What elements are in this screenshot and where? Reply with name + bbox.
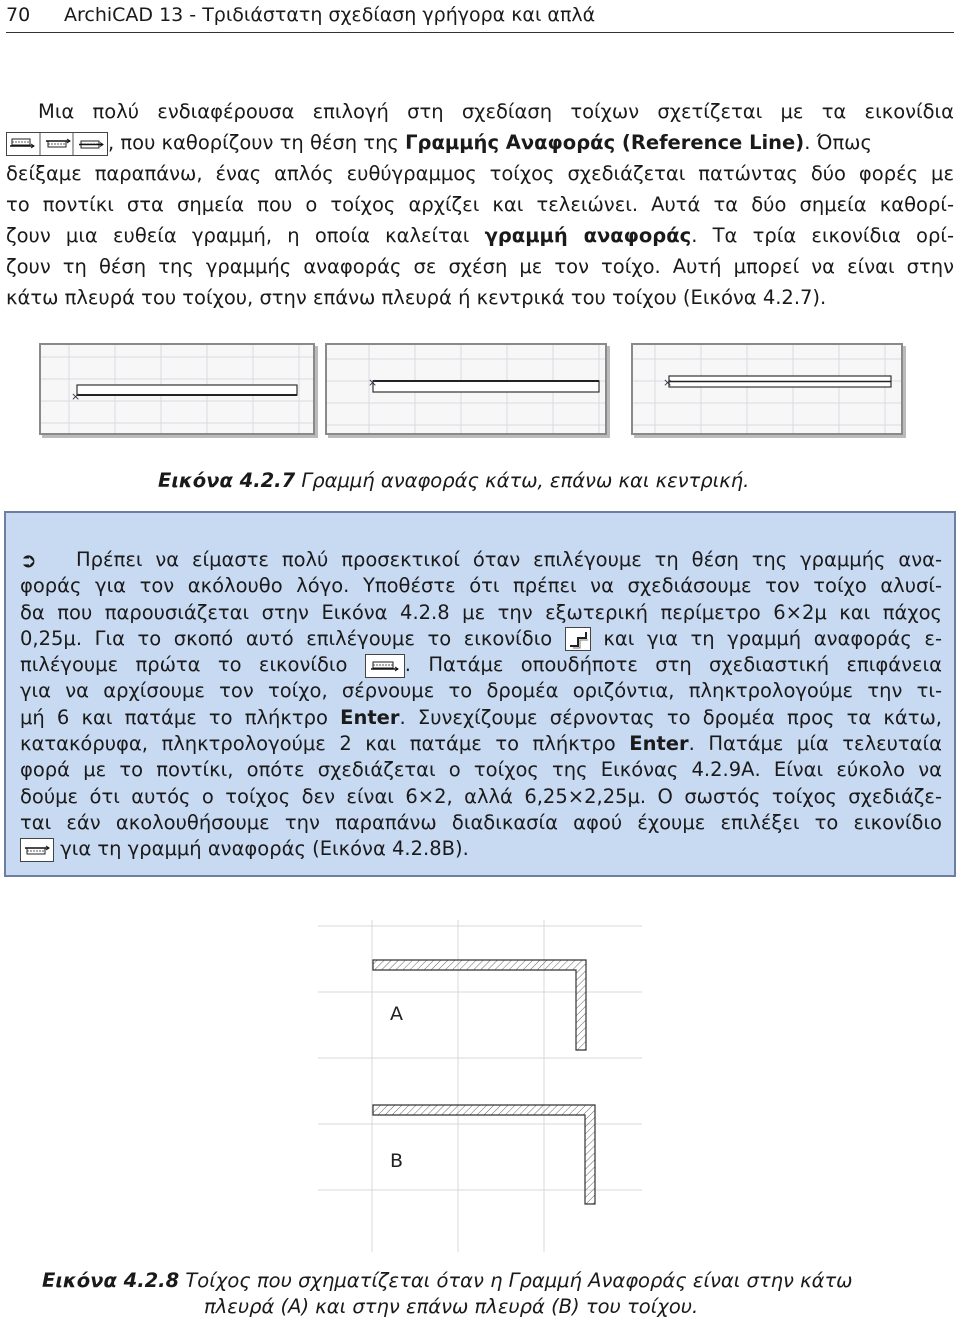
page-header — [6, 2, 954, 33]
intro-line: Μια πολύ ενδιαφέρουσα επιλογή στη σχεδίαση τοίχων σχετίζεται με τα εικονίδια — [38, 100, 954, 123]
note-line: φορά με το ποντίκι, οπότε σχεδιάζεται ο τοίχος της Εικόνας 4.2.9Α. Είναι εύκολο να — [20, 758, 942, 782]
reference-line-term: Γραμμής Αναφοράς (Reference Line) — [405, 131, 805, 154]
page-number: 70 — [6, 4, 31, 26]
reference-line-center-icon — [79, 141, 103, 148]
enter-key-term: Enter — [340, 705, 400, 729]
note-line: ται εάν ακολουθήσουμε την παραπάνω διαδικασία αφού έχουμε επιλέξει το εικονίδιο — [20, 810, 942, 834]
reference-line-top-panel — [325, 343, 607, 435]
wall-top-diagram — [327, 345, 605, 433]
note-line: για να αρχίσουμε τον τοίχο, σέρνουμε το δρομέα οριζόντια, πληκτρολογούμε την τι- — [20, 679, 942, 703]
intro-line: ζουν τη θέση της γραμμής αναφοράς σε σχέση με τον τοίχο. Αυτή μπορεί να είναι στην — [6, 255, 954, 278]
wall-b — [373, 1105, 595, 1204]
note-line: 0,25μ. Για το σκοπό αυτό επιλέγουμε το εικονίδιο και για τη γραμμή αναφοράς ε- — [20, 626, 942, 650]
label-a: A — [390, 1003, 403, 1025]
reference-line-top-icon — [20, 838, 54, 862]
reference-line-bottom-icon — [10, 139, 34, 148]
note-line: δούμε ότι αυτός ο τοίχος δεν είναι 6×2, αλλά 6,25×2,25μ. Ο σωστός τοίχος σχεδιάζε- — [20, 784, 942, 808]
note-line: δα που παρουσιάζεται στην Εικόνα 4.2.8 με την εξωτερική περίμετρο 6×2μ και πάχος — [20, 600, 942, 624]
figure-427-caption: Εικόνα 4.2.7 Γραμμή αναφοράς κάτω, επάνω και κεντρική. — [158, 469, 750, 492]
intro-line: κάτω πλευρά του τοίχου, στην επάνω πλευρά ή κεντρικά του τοίχου (Εικόνα 4.2.7). — [6, 286, 827, 309]
wall-chain-icon — [565, 627, 591, 651]
running-title: ArchiCAD 13 - Τριδιάστατη σχεδίαση γρήγορα και απλά — [64, 4, 596, 26]
reference-line-center-panel — [631, 343, 903, 435]
note-line: φοράς για τον ακόλουθο λόγο. Υποθέστε ότι πρέπει να σχεδιάσουμε τον τοίχο αλυσί- — [20, 574, 942, 598]
intro-line: ζουν μια ευθεία γραμμή, η οποία καλείται γραμμή αναφοράς. Τα τρία εικονίδια ορί- — [6, 224, 954, 247]
note-line: πιλέγουμε πρώτα το εικονίδιο . Πατάμε οπουδήποτε στη σχεδιαστική επιφάνεια — [20, 653, 942, 677]
wall-bottom-diagram — [41, 345, 313, 433]
note-line: Πρέπει να είμαστε πολύ προσεκτικοί όταν επιλέγουμε τη θέση της γραμμής ανα- — [76, 548, 942, 571]
note-line: κατακόρυφα, πληκτρολογούμε 2 και πατάμε το πλήκτρο Enter. Πατάμε μία τελευταία — [20, 732, 942, 756]
note-box — [4, 511, 956, 877]
note-line: μή 6 και πατάμε το πλήκτρο Enter. Συνεχίζουμε σέρνοντας το δρομέα προς τα κάτω, — [20, 705, 942, 729]
intro-line: το ποντίκι στα σημεία που ο τοίχος αρχίζει και τελειώνει. Αυτά τα δύο σημεία καθορί- — [6, 193, 954, 216]
svg-text:×: × — [663, 376, 673, 389]
intro-line: , που καθορίζουν τη θέση της Γραμμής Αναφοράς (Reference Line). Όπως — [6, 127, 954, 158]
wall-chain-plan — [318, 920, 642, 1252]
figure-428-caption: Εικόνα 4.2.8 Τοίχος που σχηματίζεται όταν η Γραμμή Αναφοράς είναι στην κάτω πλευρά (Α) και στην επάνω πλευρά (Β) του τοίχου. — [42, 1269, 853, 1318]
intro-line: δείξαμε παραπάνω, ένας απλός ευθύγραμμος τοίχος σχεδιάζεται πατώντας δύο φορές με — [6, 162, 954, 185]
figure-428-plan — [318, 920, 642, 1252]
svg-text:×: × — [368, 376, 378, 389]
enter-key-term: Enter — [629, 732, 689, 756]
reference-line-bottom-icon — [365, 654, 405, 678]
wall-center-diagram — [633, 345, 901, 433]
wall-a — [373, 960, 586, 1050]
figure-428-label: Εικόνα 4.2.8 — [42, 1269, 180, 1292]
svg-text:×: × — [71, 390, 81, 403]
reference-line-term-greek: γραμμή αναφοράς — [484, 224, 692, 247]
label-b: B — [390, 1150, 404, 1172]
note-line: για τη γραμμή αναφοράς (Εικόνα 4.2.8Β). — [20, 836, 942, 862]
note-arrow-icon: ➲ — [20, 548, 37, 572]
reference-line-icon-group — [6, 132, 108, 156]
intro-paragraph — [6, 96, 954, 313]
figure-427-label: Εικόνα 4.2.7 — [158, 469, 296, 492]
reference-line-bottom-panel — [39, 343, 315, 435]
